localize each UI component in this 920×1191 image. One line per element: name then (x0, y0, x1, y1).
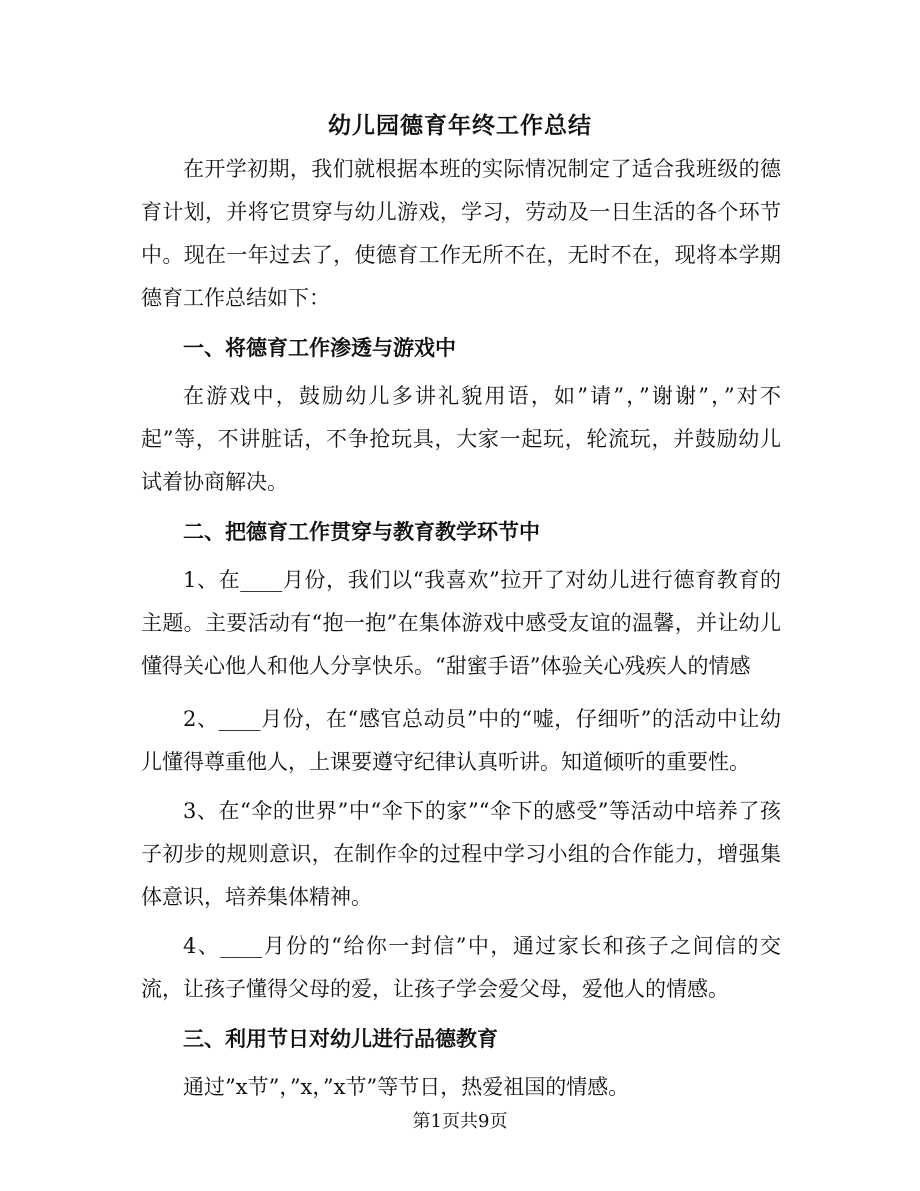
document-body (141, 148, 781, 1109)
document-title: 幼儿园德育年终工作总结 (328, 112, 592, 139)
section-1-paragraph: 在游戏中，鼓励幼儿多讲礼貌用语，如”请”，”谢谢”，”对不起”等，不讲脏话，不争抢玩具，大家一起玩，轮流玩，并鼓励幼儿试着协商解决。 (141, 384, 781, 494)
page-number: 第1页共9页 (412, 1111, 508, 1132)
section-2-item-3: 3、在“伞的世界”中“伞下的家”“伞下的感受”等活动中培养了孩子初步的规则意识，在制作伞的过程中学习小组的合作能力，增强集体意识，培养集体精神。 (141, 799, 781, 909)
section-2-heading: 二、把德育工作贯穿与教育教学环节中 (183, 519, 540, 544)
section-3-paragraph: 通过”x节”，”x，”x节”等节日，热爱祖国的情感。 (183, 1075, 630, 1099)
section-3-heading: 三、利用节日对幼儿进行品德教育 (183, 1026, 498, 1051)
section-2-item-1: 1、在____月份，我们以“我喜欢”拉开了对幼儿进行德育教育的主题。主要活动有“抱一抱”在集体游戏中感受友谊的温馨，并让幼儿懂得关心他人和他人分享快乐。“甜蜜手语”体验关心残疾人的情感 (141, 568, 781, 678)
intro-paragraph: 在开学初期，我们就根据本班的实际情况制定了适合我班级的德育计划，并将它贯穿与幼儿游戏，学习，劳动及一日生活的各个环节中。现在一年过去了，使德育工作无所不在，无时不在，现将本学期德育工作总结如下： (141, 157, 781, 310)
section-2-item-4: 4、____月份的“给你一封信”中，通过家长和孩子之间信的交流，让孩子懂得父母的爱，让孩子学会爱父母，爱他人的情感。 (141, 934, 781, 1001)
section-1-heading: 一、将德育工作渗透与游戏中 (183, 335, 456, 360)
section-2-item-2: 2、____月份，在“感官总动员”中的“嘘，仔细听”的活动中让幼儿懂得尊重他人，上课要遵守纪律认真听讲。知道倾听的重要性。 (141, 707, 781, 774)
